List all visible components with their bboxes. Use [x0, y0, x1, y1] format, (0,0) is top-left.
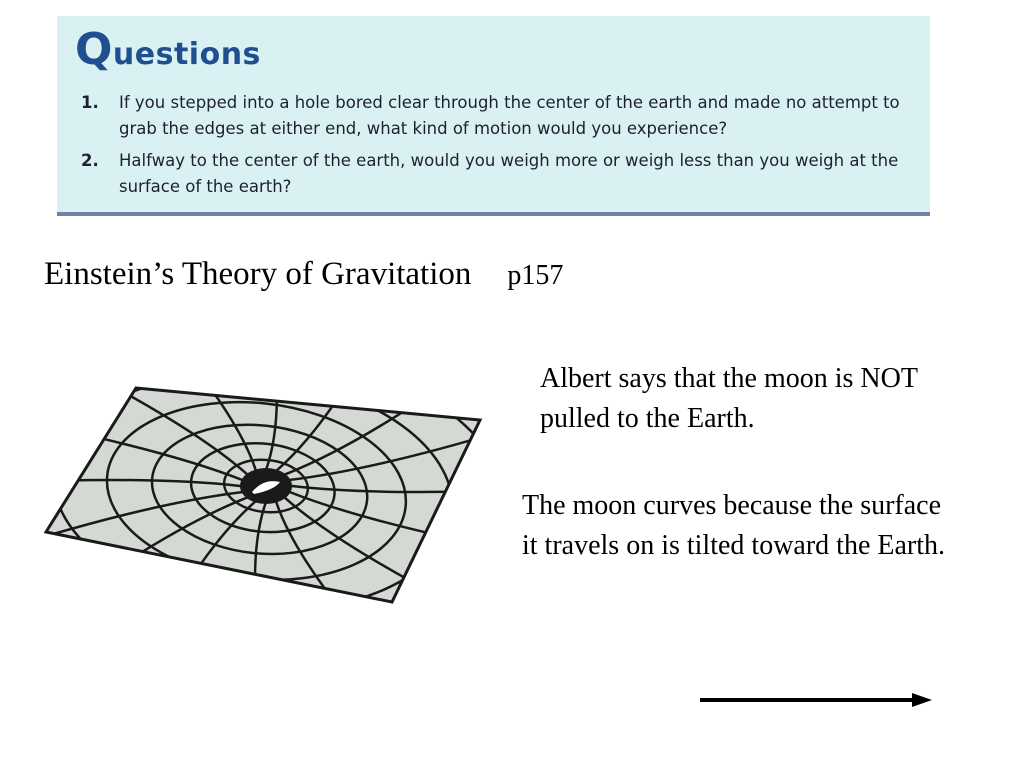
right-arrow-icon [698, 688, 934, 712]
page-reference: p157 [507, 260, 564, 291]
question-text: If you stepped into a hole bored clear through the center of the earth and made no attempt to grab the edges at either end, what kind of motion would you experience? [119, 93, 900, 138]
question-number: 1. [81, 93, 99, 112]
curved-spacetime-grid-icon [44, 356, 484, 612]
questions-heading-rest: uestions [112, 37, 261, 72]
question-text: Halfway to the center of the earth, would you weigh more or weigh less than you weigh at the surface of the earth? [119, 151, 899, 196]
paragraph-moon-curves: The moon curves because the surface it travels on is tilted toward the Earth. [522, 490, 946, 561]
question-item-2 [81, 148, 921, 200]
slide-title [44, 256, 563, 293]
questions-box [57, 16, 930, 216]
questions-heading [75, 24, 261, 75]
questions-heading-initial: Q [75, 24, 113, 75]
spacetime-illustration [44, 356, 484, 612]
paragraph-albert: Albert says that the moon is NOT pulled to the Earth. [540, 363, 918, 434]
slide-title-text: Einstein’s Theory of Gravitation [44, 256, 472, 292]
question-item-1 [81, 90, 921, 142]
question-number: 2. [81, 151, 99, 170]
